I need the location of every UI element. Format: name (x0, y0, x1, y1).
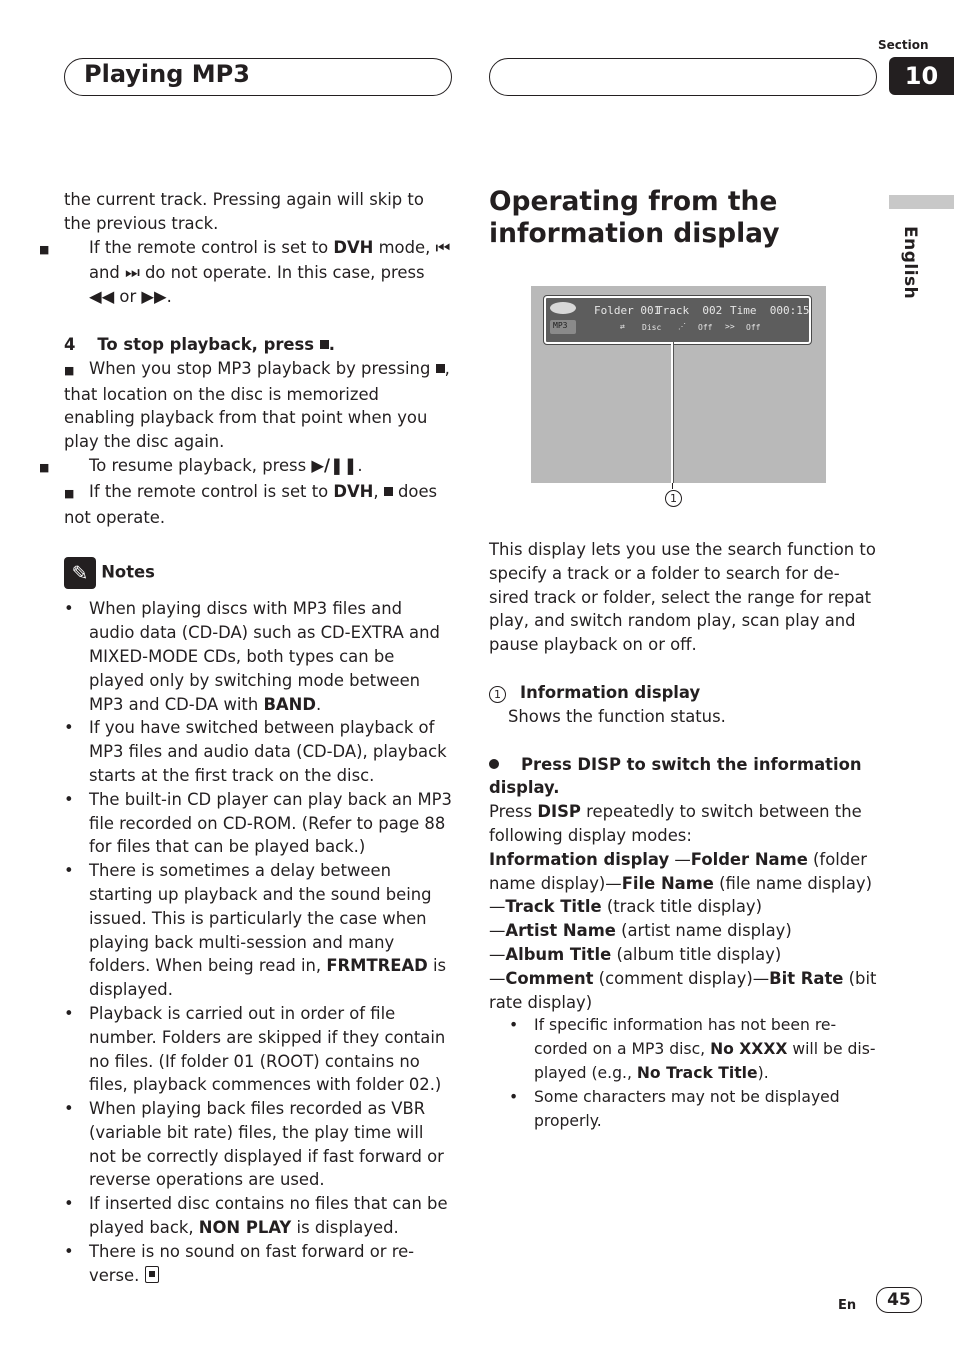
right-column (489, 538, 879, 1133)
left-column (39, 188, 452, 1287)
display-random: Off (698, 323, 713, 332)
list-item: • The built-in CD player can play back an MP3 file recorded on CD-ROM. (Refer to page 88 for files that can be played back.) (64, 788, 452, 859)
display-disc: Disc (642, 323, 662, 332)
display-scan: Off (746, 323, 761, 332)
information-display-panel (544, 296, 811, 344)
press-disp-text: Press DISP repeatedly to switch between the following display modes: (489, 802, 862, 845)
item-1: 1 Information display (489, 681, 879, 705)
section-label: Section (878, 38, 929, 52)
intro-text: the current track. Pressing again will skip to the previous track. (64, 190, 424, 233)
display-folder: Folder 001 (594, 304, 661, 317)
dvh-note: ■ If the remote control is set to DVH mode, ⏮ and ⏭ do not operate. In this case, press ◀◀ or ▶▶. (39, 237, 451, 307)
play-pause-icon: ▶/❚❚ (311, 455, 358, 475)
display-track: Track 002 (656, 304, 723, 317)
stop-icon (384, 487, 393, 496)
stop-icon (320, 340, 329, 349)
scan-icon: >> (725, 322, 735, 331)
skip-forward-icon: ⏭ (125, 263, 140, 283)
fast-forward-icon: ▶▶ (141, 287, 167, 307)
empty-header-frame (489, 58, 877, 96)
stop-icon (436, 364, 445, 373)
list-item: • If specific information has not been re-corded on a MP3 disc, No XXXX will be dis-played (e.g., No Track Title). (489, 1014, 879, 1085)
step-4-note-3: ■ If the remote control is set to DVH, does not operate. (64, 481, 438, 527)
display-modes: Information display —Folder Name (folder name display)—File Name (file name display) —Track Title (track title display) —Artist Name (artist name display) —Album Title (album title display) —Comment (comment display)—Bit Rate (bit rate display) (489, 849, 877, 1012)
mode-label: MP3 (553, 321, 568, 330)
press-disp-heading: Press DISP to switch the information display. (489, 754, 862, 798)
end-mark-icon (145, 1266, 159, 1283)
list-item: • When playing back files recorded as VBR (variable bit rate) files, the play time will not be correctly displayed if fast forward or reverse operations are used. (64, 1097, 452, 1192)
language-label: English (900, 226, 920, 300)
rewind-icon: ◀◀ (89, 287, 115, 307)
list-item: • Playback is carried out in order of file number. Folders are skipped if they contain no files. (If folder 01 (ROOT) contains no files, playback commences with folder 02.) (64, 1002, 452, 1097)
list-item: • If you have switched between playback of MP3 files and audio data (CD-DA), playback starts at the first track on the disc. (64, 716, 452, 787)
notes-heading: ✎ Notes (64, 557, 452, 589)
section-number-badge: 10 (889, 57, 954, 95)
item-1-desc: Shows the function status. (508, 706, 726, 726)
notes-list (64, 597, 452, 1287)
language-tab (889, 195, 954, 209)
pencil-icon: ✎ (64, 557, 96, 589)
page-title: Playing MP3 (84, 60, 250, 88)
mode-notes (489, 1014, 879, 1133)
page-number: 45 (876, 1287, 922, 1313)
bullet-icon (489, 759, 499, 769)
list-item: • If inserted disc contains no files that can be played back, NON PLAY is displayed. (64, 1192, 452, 1240)
display-time: Time 000:15 (730, 304, 810, 317)
disc-icon (550, 302, 576, 314)
callout-number: 1 (665, 490, 682, 507)
step-4: 4 To stop playback, press . (64, 334, 335, 354)
footer-language-code: En (838, 1298, 857, 1313)
callout-line-lower (672, 483, 673, 489)
list-item: • Some characters may not be displayed properly. (489, 1086, 879, 1134)
list-item: • There is sometimes a delay between starting up playback and the sound being issued. This is particularly the case when playing back multi-session and many folders. When being read in, FRMTREAD is displayed. (64, 859, 452, 1002)
random-icon: ⋰ (678, 322, 686, 331)
repeat-icon: ⇄ (620, 322, 625, 331)
skip-back-icon: ⏮ (435, 237, 451, 257)
display-intro: This display lets you use the search function to specify a track or a folder to search for de-sired track or folder, select the range for repat play, and switch random play, scan play and pause playback on or off. (489, 540, 876, 655)
list-item: • There is no sound on fast forward or re-verse. (64, 1240, 452, 1288)
callout-line-shadow (673, 342, 674, 483)
list-item: • When playing discs with MP3 files and audio data (CD-DA) such as CD-EXTRA and MIXED-MODE CDs, both types can be played only by switching mode between MP3 and CD-DA with BAND. (64, 597, 452, 716)
display-illustration (531, 286, 826, 483)
step-4-note-1: ■ When you stop MP3 playback by pressing , that location on the disc is memorized enabling playback from that point when you play the disc again. (64, 358, 450, 452)
step-4-note-2: ■ To resume playback, press ▶/❚❚. (39, 455, 363, 475)
section-heading: Operating from the information display (489, 186, 780, 249)
